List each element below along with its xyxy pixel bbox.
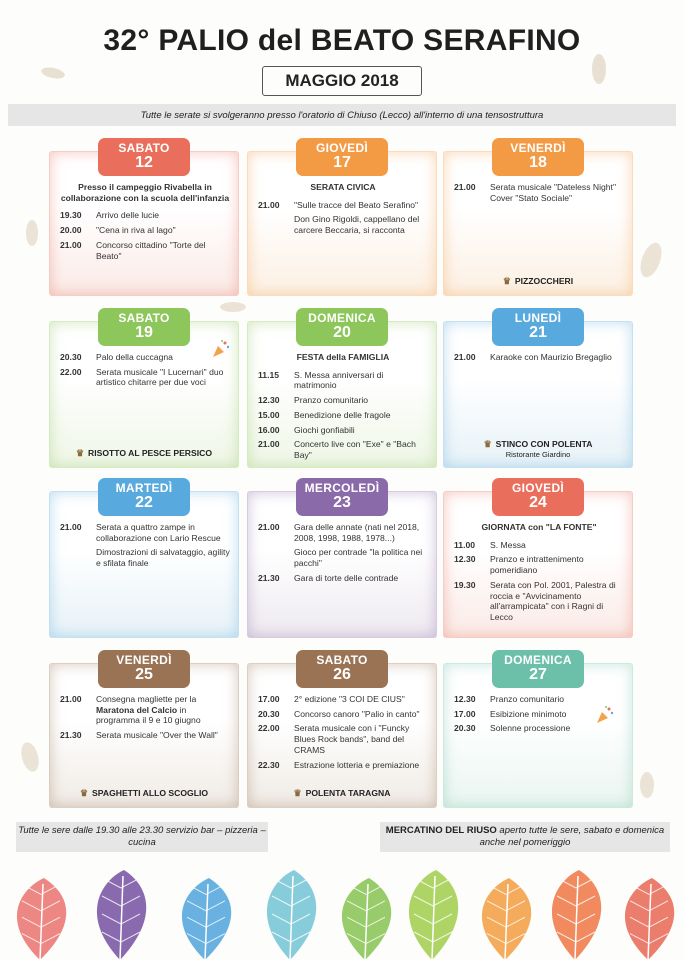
event-time: 22.30 bbox=[258, 759, 280, 770]
event-time: 20.30 bbox=[454, 723, 476, 734]
event-time: 15.00 bbox=[258, 409, 280, 420]
event-row bbox=[60, 225, 230, 236]
event-row bbox=[258, 395, 428, 406]
event-time: 12.30 bbox=[454, 694, 476, 704]
event-time: 11.15 bbox=[258, 369, 280, 380]
event-text: S. Messa bbox=[490, 539, 526, 550]
card-date: 19 bbox=[135, 323, 153, 341]
event-row bbox=[258, 760, 428, 771]
event-card-martedi-22 bbox=[50, 481, 238, 637]
card-header bbox=[492, 478, 584, 516]
card-date: 25 bbox=[135, 665, 153, 683]
event-time: 12.30 bbox=[454, 554, 476, 565]
food-name: PIZZOCCHERI bbox=[514, 276, 574, 286]
food-label bbox=[248, 788, 436, 799]
event-time: 19.30 bbox=[60, 210, 82, 221]
card-day: MERCOLEDÌ bbox=[304, 481, 380, 496]
event-text: Pranzo comunitario bbox=[294, 395, 369, 406]
event-row bbox=[454, 182, 624, 203]
event-text: Don Gino Rigoldi, cappellano del carcere Beccaria, si racconta bbox=[294, 214, 420, 236]
event-text: Esibizione minimoto bbox=[490, 708, 567, 719]
event-text: Gara di torte delle contrade bbox=[294, 572, 399, 583]
poster-title: 32° PALIO del BEATO SERAFINO bbox=[103, 24, 581, 57]
event-text: Palo della cuccagna bbox=[96, 352, 173, 362]
event-time: 21.00 bbox=[258, 522, 280, 532]
card-header bbox=[98, 650, 190, 688]
event-row bbox=[454, 540, 624, 551]
event-text: Estrazione lotteria e premiazione bbox=[294, 759, 420, 770]
chef-hat-icon: ♛ bbox=[293, 788, 302, 798]
chef-hat-icon: ♛ bbox=[502, 276, 511, 286]
event-row bbox=[258, 522, 428, 543]
event-time: 21.00 bbox=[60, 239, 82, 250]
card-header bbox=[296, 650, 388, 688]
event-time: 22.00 bbox=[60, 366, 82, 377]
event-text: Concorso cittadino "Torte del Beato" bbox=[96, 239, 206, 261]
event-row bbox=[258, 410, 428, 421]
card-title: SERATA CIVICA bbox=[310, 182, 376, 192]
leaf-icon bbox=[40, 66, 66, 80]
event-time: 17.00 bbox=[454, 708, 476, 719]
event-text: Serata musicale con i "Funcky Blues Rock bands", band del CRAMS bbox=[294, 723, 410, 755]
card-day: LUNEDÌ bbox=[514, 311, 562, 326]
card-header bbox=[492, 650, 584, 688]
flea-market-note bbox=[380, 822, 670, 852]
event-time: 21.00 bbox=[258, 439, 280, 450]
food-label bbox=[444, 276, 632, 287]
card-day: VENERDÌ bbox=[510, 141, 566, 156]
card-date: 21 bbox=[529, 323, 547, 341]
card-day: MARTEDÌ bbox=[115, 481, 173, 496]
event-text: "Cena in riva al lago" bbox=[96, 225, 176, 236]
event-time: 17.00 bbox=[258, 694, 280, 704]
card-day: GIOVEDÌ bbox=[315, 141, 369, 156]
flea-market-label: MERCATINO DEL RIUSO bbox=[385, 824, 497, 836]
event-time: 21.00 bbox=[60, 522, 82, 532]
leaf-icon bbox=[640, 240, 662, 280]
card-day: SABATO bbox=[118, 311, 170, 326]
event-time: 21.30 bbox=[60, 730, 82, 741]
event-row bbox=[258, 573, 428, 584]
card-title: GIORNATA con "LA FONTE" bbox=[481, 522, 597, 532]
event-time: 21.00 bbox=[454, 182, 476, 192]
card-date: 27 bbox=[529, 665, 547, 683]
event-row bbox=[258, 709, 428, 720]
event-time bbox=[60, 547, 96, 568]
card-day: GIOVEDÌ bbox=[511, 481, 565, 496]
event-row bbox=[258, 723, 428, 755]
event-card-domenica-27 bbox=[444, 653, 632, 807]
event-time: 20.30 bbox=[60, 352, 82, 362]
card-header bbox=[492, 308, 584, 346]
event-card-sabato-12 bbox=[50, 141, 238, 295]
event-row bbox=[60, 694, 230, 726]
leaf-icon bbox=[590, 52, 608, 86]
card-day: SABATO bbox=[118, 141, 170, 156]
chef-hat-icon: ♛ bbox=[79, 788, 89, 798]
leaf-icon bbox=[20, 740, 40, 774]
card-day: DOMENICA bbox=[308, 311, 376, 326]
event-text: Dimostrazioni di salvataggio, agility e sfilata finale bbox=[96, 547, 230, 569]
event-row bbox=[60, 240, 230, 261]
event-text: Serata musicale "Over the Wall" bbox=[96, 730, 218, 741]
event-card-giovedi-17 bbox=[248, 141, 436, 295]
flea-market-text: aperto tutte le sere, sabato e domenica anche nel pomeriggio bbox=[479, 824, 665, 848]
event-row bbox=[60, 210, 230, 221]
food-label bbox=[50, 788, 238, 799]
event-text: Serata musicale "I Lucernari" duo artistico chitarre per due voci bbox=[96, 366, 224, 388]
event-row bbox=[60, 367, 230, 388]
event-text: Arrivo delle lucie bbox=[96, 210, 160, 221]
card-title: Presso il campeggio Rivabella in collaborazione con la scuola dell'infanzia bbox=[60, 182, 230, 203]
event-text: Serata a quattro zampe in collaborazione con Lario Rescue bbox=[96, 522, 221, 543]
event-text: Pranzo e intrattenimento pomeridiano bbox=[490, 554, 584, 576]
event-card-domenica-20 bbox=[248, 311, 436, 467]
card-date: 26 bbox=[333, 665, 351, 683]
party-popper-icon bbox=[210, 338, 232, 360]
card-date: 12 bbox=[135, 153, 153, 171]
event-row bbox=[258, 200, 428, 211]
card-header bbox=[296, 138, 388, 176]
intro-bar: Tutte le serate si svolgeranno presso l'oratorio di Chiuso (Lecco) all'interno di una tensostruttura bbox=[8, 104, 676, 126]
event-text: "Sulle tracce del Beato Serafino" bbox=[294, 199, 419, 210]
food-name: POLENTA TARAGNA bbox=[305, 788, 391, 798]
event-card-sabato-19 bbox=[50, 311, 238, 467]
event-text: Serata con Pol. 2001, Palestra di roccia e "Avvicinamento all'arrampicata" con i Ragni di Lecco bbox=[490, 579, 616, 623]
card-date: 18 bbox=[529, 153, 547, 171]
card-header bbox=[98, 308, 190, 346]
event-card-mercoledi-23 bbox=[248, 481, 436, 637]
card-header bbox=[296, 478, 388, 516]
event-row bbox=[60, 352, 230, 363]
event-row bbox=[258, 370, 428, 391]
event-row bbox=[258, 547, 428, 568]
food-name: SPAGHETTI ALLO SCOGLIO bbox=[92, 788, 209, 798]
card-day: VENERDÌ bbox=[116, 653, 172, 668]
event-text: Concerto live con "Exe" e "Bach Bay" bbox=[294, 439, 416, 461]
event-text: Giochi gonfiabili bbox=[294, 424, 355, 435]
food-name: RISOTTO AL PESCE PERSICO bbox=[88, 448, 213, 458]
leaf-icon bbox=[24, 218, 40, 248]
event-card-venerdi-18 bbox=[444, 141, 632, 295]
event-row bbox=[258, 439, 428, 460]
event-row bbox=[454, 352, 624, 363]
card-date: 24 bbox=[529, 493, 547, 511]
event-text: Pranzo comunitario bbox=[490, 694, 565, 704]
event-card-giovedi-24 bbox=[444, 481, 632, 637]
event-time bbox=[258, 547, 294, 568]
event-row bbox=[60, 547, 230, 568]
event-row bbox=[60, 730, 230, 741]
card-header bbox=[492, 138, 584, 176]
event-time: 20.00 bbox=[60, 225, 82, 236]
card-date: 22 bbox=[135, 493, 153, 511]
event-text: Gioco per contrade "la politica nei pacchi" bbox=[294, 547, 423, 569]
event-text: 2° edizione "3 COI DE CIUS" bbox=[294, 694, 405, 704]
card-header bbox=[98, 478, 190, 516]
event-time: 21.30 bbox=[258, 572, 280, 583]
card-day: SABATO bbox=[316, 653, 368, 668]
event-time: 21.00 bbox=[60, 694, 82, 704]
event-time: 20.30 bbox=[258, 708, 280, 719]
card-day: DOMENICA bbox=[504, 653, 572, 668]
subtitle-box bbox=[262, 66, 422, 96]
event-time: 19.30 bbox=[454, 579, 476, 590]
event-time bbox=[258, 214, 294, 235]
chef-hat-icon: ♛ bbox=[75, 448, 85, 458]
event-row bbox=[258, 214, 428, 235]
card-header bbox=[98, 138, 190, 176]
event-row bbox=[258, 694, 428, 705]
bar-service-note: Tutte le sere dalle 19.30 alle 23.30 servizio bar – pizzeria – cucina bbox=[16, 822, 268, 852]
event-text: Consegna magliette per la Maratona del Calcio in programma il 9 e 10 giugno bbox=[96, 694, 201, 726]
food-venue: Ristorante Giardino bbox=[505, 450, 571, 459]
card-title: FESTA della FAMIGLIA bbox=[296, 352, 390, 362]
event-text: Karaoke con Maurizio Bregaglio bbox=[490, 352, 612, 362]
event-text: Benedizione delle fragole bbox=[294, 409, 391, 420]
event-text: S. Messa anniversari di matrimonio bbox=[294, 369, 384, 391]
food-label bbox=[50, 448, 238, 459]
card-date: 23 bbox=[333, 493, 351, 511]
event-text: Concorso canoro "Palio in canto" bbox=[294, 708, 420, 719]
event-time: 11.00 bbox=[454, 539, 476, 550]
event-card-sabato-26 bbox=[248, 653, 436, 807]
event-time: 16.00 bbox=[258, 424, 280, 435]
food-name: STINCO CON POLENTA bbox=[495, 439, 593, 449]
event-card-lunedi-21 bbox=[444, 311, 632, 467]
event-time: 21.00 bbox=[454, 352, 476, 362]
event-time: 12.30 bbox=[258, 395, 280, 406]
chef-hat-icon: ♛ bbox=[483, 439, 492, 449]
decorative-leaves bbox=[0, 862, 684, 960]
leaf-icon bbox=[638, 770, 656, 800]
food-label bbox=[444, 439, 632, 459]
card-header bbox=[296, 308, 388, 346]
event-row bbox=[60, 522, 230, 543]
leaf-icon bbox=[218, 300, 248, 314]
event-row bbox=[258, 425, 428, 436]
event-time: 21.00 bbox=[258, 199, 280, 210]
party-popper-icon bbox=[594, 704, 616, 726]
card-date: 20 bbox=[333, 323, 351, 341]
event-row bbox=[454, 580, 624, 623]
event-time: 22.00 bbox=[258, 723, 280, 734]
card-date: 17 bbox=[333, 153, 351, 171]
event-row bbox=[454, 554, 624, 575]
event-text: Solenne processione bbox=[490, 723, 571, 734]
poster-subtitle: MAGGIO 2018 bbox=[285, 71, 399, 90]
event-text: Gara delle annate (nati nel 2018, 2008, 1998, 1988, 1978...) bbox=[294, 522, 420, 543]
event-card-venerdi-25 bbox=[50, 653, 238, 807]
event-text: Serata musicale "Dateless Night" Cover "Stato Sociale" bbox=[490, 182, 616, 203]
